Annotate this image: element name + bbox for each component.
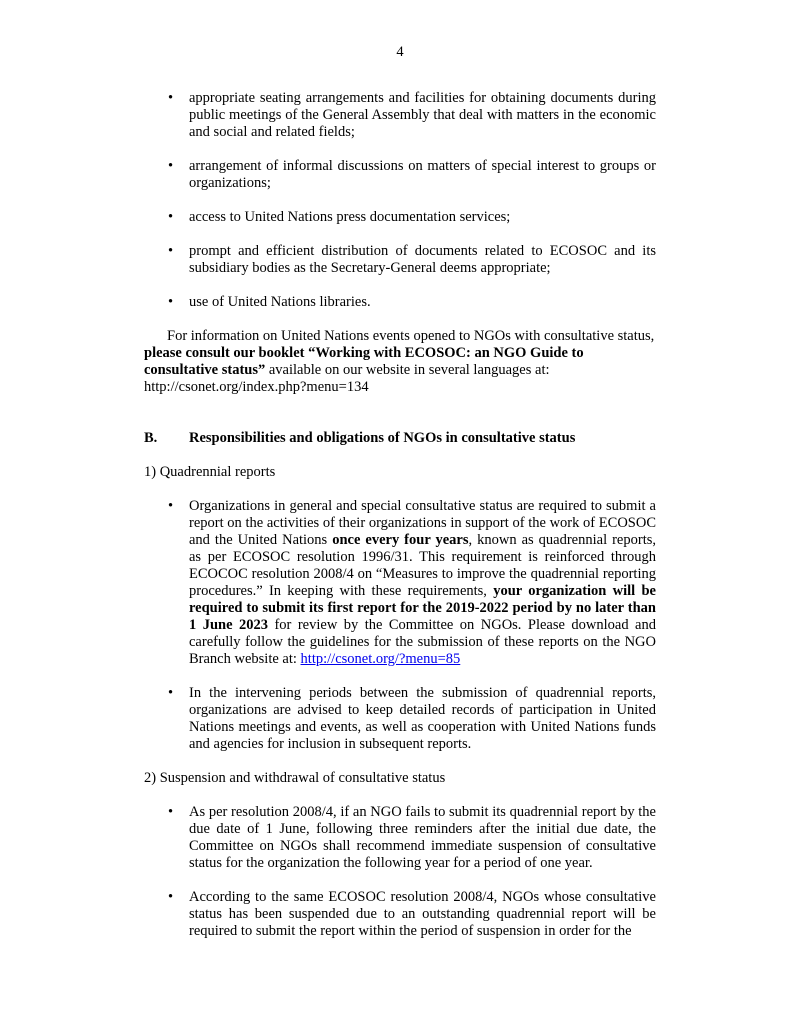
list-item: • appropriate seating arrangements and facilities for obtaining documents during public meetings of the General Assembly that deal with matters in the economic and social and related fields; — [144, 90, 656, 141]
subsection-title-quadrennial: 1) Quadrennial reports — [144, 464, 276, 480]
document-body — [144, 90, 656, 957]
section-b-heading — [144, 430, 656, 447]
list-item: • Organizations in general and special consultative status are required to submit a report on the activities of their organizations in support of the work of ECOSOC and the United Nations once every four years, known as quadrennial reports, as per ECOSOC resolution 1996/31. This requirement is reinforced through ECOCOC resolution 2008/4 on “Measures to improve the quadrennial reporting procedures.” In keeping with these requirements, your organization will be required to submit its first report for the 2019-2022 period by no later than 1 June 2023 for review by the Committee on NGOs. Please download and carefully follow the guidelines for the submission of these reports on the NGO Branch website at: http://csonet.org/?menu=85 — [144, 498, 656, 668]
suspension-list — [144, 804, 656, 940]
subsection-title-suspension: 2) Suspension and withdrawal of consultative status — [144, 770, 446, 786]
page-number: 4 — [396, 44, 404, 60]
info-text-2: available on our website in several languages at: http://csonet.org/index.php?menu=134 — [144, 362, 550, 395]
info-bold: please consult our booklet “Working with ECOSOC: an NGO Guide to consultative status” — [144, 345, 584, 378]
quadrennial-list — [144, 498, 656, 753]
info-text-1: For information on United Nations events opened to NGOs with consultative status, — [167, 328, 655, 344]
section-letter: B. — [144, 430, 158, 446]
info-paragraph — [144, 328, 656, 396]
list-item: • access to United Nations press documentation services; — [144, 209, 656, 226]
list-item: • prompt and efficient distribution of documents related to ECOSOC and its subsidiary bodies as the Secretary-General deems appropriate; — [144, 243, 656, 277]
privileges-list — [144, 90, 656, 311]
list-item: • arrangement of informal discussions on matters of special interest to groups or organizations; — [144, 158, 656, 192]
list-item: • According to the same ECOSOC resolution 2008/4, NGOs whose consultative status has been suspended due to an outstanding quadrennial report will be required to submit the report within the period of suspension in order for the — [144, 889, 656, 940]
list-item: • use of United Nations libraries. — [144, 294, 656, 311]
section-title: Responsibilities and obligations of NGOs in consultative status — [189, 430, 576, 446]
guidelines-link[interactable]: http://csonet.org/?menu=85 — [300, 651, 461, 667]
list-item: • In the intervening periods between the submission of quadrennial reports, organizations are advised to keep detailed records of participation in United Nations meetings and events, as well as cooperation with United Nations funds and agencies for inclusion in subsequent reports. — [144, 685, 656, 753]
list-item: • As per resolution 2008/4, if an NGO fails to submit its quadrennial report by the due date of 1 June, following three reminders after the initial due date, the Committee on NGOs shall recommend immediate suspension of consultative status for the organization the following year for a period of one year. — [144, 804, 656, 872]
